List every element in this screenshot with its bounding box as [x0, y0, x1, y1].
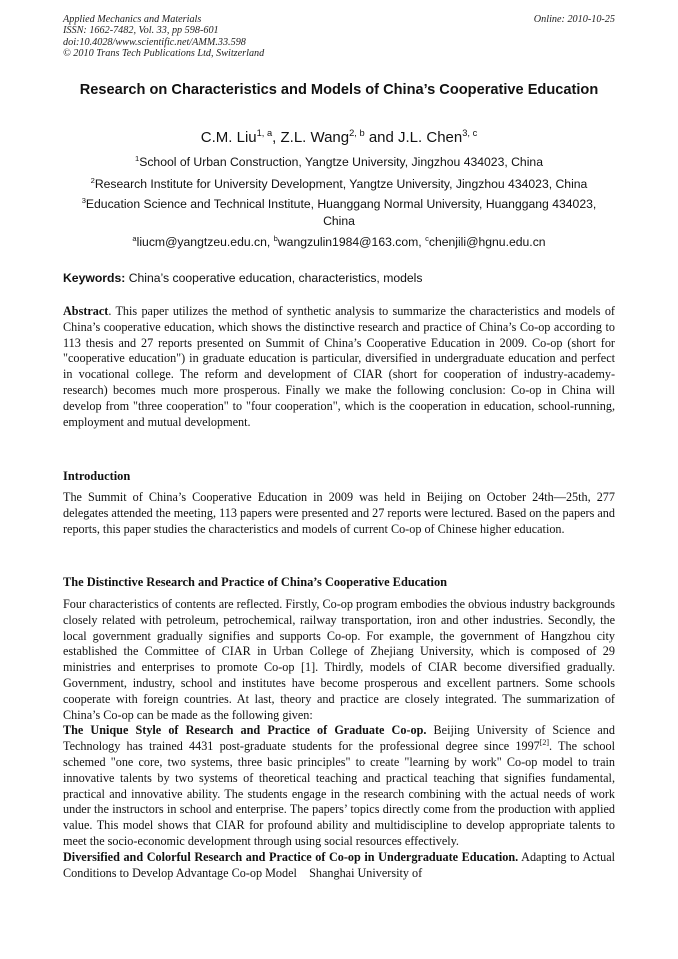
paragraph-text: Adapting to Actual Conditions to Develop Advantage Co-op Model Shanghai University of [63, 849, 619, 880]
affiliation-text: Research Institute for University Development, Yangtze University, Jingzhou 434023, China [94, 177, 588, 191]
subsection-heading: The Unique Style of Research and Practice of Graduate Co-op. [63, 723, 427, 738]
author-name: Z.L. Wang [280, 129, 350, 146]
doi-line[interactable]: doi:10.4028/www.scientific.net/AMM.33.598 [63, 36, 246, 48]
email-address[interactable]: liucm@yangtzeu.edu.cn, [136, 235, 274, 249]
affiliation-2 [63, 176, 615, 193]
subsection-heading: Diversified and Colorful Research and Practice of Co-op in Undergraduate Education. [63, 849, 519, 864]
paper-title: Research on Characteristics and Models of China’s Cooperative Education [79, 82, 599, 98]
affiliation-mark: 2 [90, 175, 95, 185]
section-heading: The Distinctive Research and Practice of China’s Cooperative Education [63, 575, 448, 589]
author-affil-mark: 3, c [462, 128, 478, 138]
email-mark: b [273, 233, 278, 243]
keywords [63, 270, 615, 286]
email-mark: a [132, 233, 137, 243]
author-affil-mark: 2, b [349, 128, 365, 138]
email-address[interactable]: chenjili@hgnu.edu.cn [428, 235, 546, 249]
affiliation-text: School of Urban Construction, Yangtze University, Jingzhou 434023, China [139, 155, 543, 169]
email-list [63, 234, 615, 251]
keywords-label: Keywords: [63, 271, 126, 285]
author-and: and [368, 129, 394, 146]
publication-header [63, 14, 615, 60]
paragraph-text: . The school schemed "one core, two systems, three basic principles" to create "learning by work" Co-op model to train innovative talents by two systems of theoretical teaching and practical teaching that signifies fundamental, practical and innovative ability. The students engage in the research combining with the actual needs of work under the instructors in school and enterprise. The papers’ topics directly come from the production with applied value. This model shows that CIAR for profound ability and multidiscipline to develop appropriate talents to meet the socio-economic development through using social resources effectively. [63, 739, 615, 848]
section-paragraph [63, 597, 619, 881]
affiliation-text: Education Science and Technical Institute, Huanggang Normal University, Huanggang 434023, China [85, 197, 597, 228]
abstract [63, 304, 615, 430]
issn-line: ISSN: 1662-7482, Vol. 33, pp 598-601 [63, 25, 219, 37]
author-list: C.M. Liu$^{1, a}$, Z.L. Wang$^{2, b}$ and J.L. Chen$^{3, c}$ [200, 128, 478, 146]
author-affil-mark: 1, a [256, 128, 273, 138]
paragraph-text: Four characteristics of contents are reflected. Firstly, Co-op program embodies the obvious industry backgrounds closely related with petroleum, petrochemical, railway transportation, iron and other industries. Secondly, the local government gradually signifies and supports Co-op. For example, the government of Hangzhou city established the Committee of CIAR in Urban College of Zhejiang University, which is composed of 29 ministries and enterprises to promote Co-op [1]. Thirdly, models of CIAR become diversified gradually. Government, industry, school and institutes have become prosperous and excellent partners. Some schools cooperate with foreign countries. At last, theory and practice are closely integrated. The summarization of China’s Co-op can be made as the following given: [63, 597, 615, 722]
abstract-text: . This paper utilizes the method of synthetic analysis to summarize the characteristics and models of China’s cooperative education, which shows the distinctive research and practice of China’s Co-op according to 113 thesis and 27 reports presented on Summit of China’s Cooperative Education in 2009. Co-op (short for "cooperative education") in graduate education is particular, diversified in undergraduate education and perfect in vocational college. The reform and development of CIAR (short for cooperation of industry-academy-research) becomes much more prosperous. Finally we make the following conclusion: Co-op in China will develop from "three cooperation" to "four cooperation", which is the cooperation in education, school-running, employment and mutual development. [63, 304, 615, 429]
online-date: Online: 2010-10-25 [533, 14, 615, 25]
email-address[interactable]: wangzulin1984@163.com, [277, 235, 426, 249]
abstract-label: Abstract [63, 304, 109, 318]
introduction-heading: Introduction [63, 469, 131, 483]
journal-name: Applied Mechanics and Materials [63, 14, 202, 25]
affiliation-3 [70, 196, 608, 229]
introduction-text: The Summit of China’s Cooperative Education in 2009 was held in Beijing on October 24th—25th, 277 delegates attended the meeting, 113 papers were presented and 27 reports were lectured. Based on the papers and reports, this paper studies the characteristics and models of current Co-op of Chinese higher education. [63, 490, 615, 536]
keywords-text: China’s cooperative education, characteristics, models [128, 271, 423, 285]
copyright-line: © 2010 Trans Tech Publications Ltd, Switzerland [63, 48, 265, 60]
paragraph-text: Beijing University of Science and Technology has trained 4431 post-graduate students for the professional degree since 1997 [63, 723, 615, 754]
affiliation-1 [63, 154, 615, 171]
affiliation-mark: 1 [135, 153, 140, 163]
author-name: J.L. Chen [398, 129, 463, 146]
affiliation-mark: 3 [81, 195, 86, 205]
email-mark: c [425, 233, 429, 243]
author-name: C.M. Liu [200, 129, 257, 146]
citation-ref[interactable]: [2] [539, 738, 550, 748]
